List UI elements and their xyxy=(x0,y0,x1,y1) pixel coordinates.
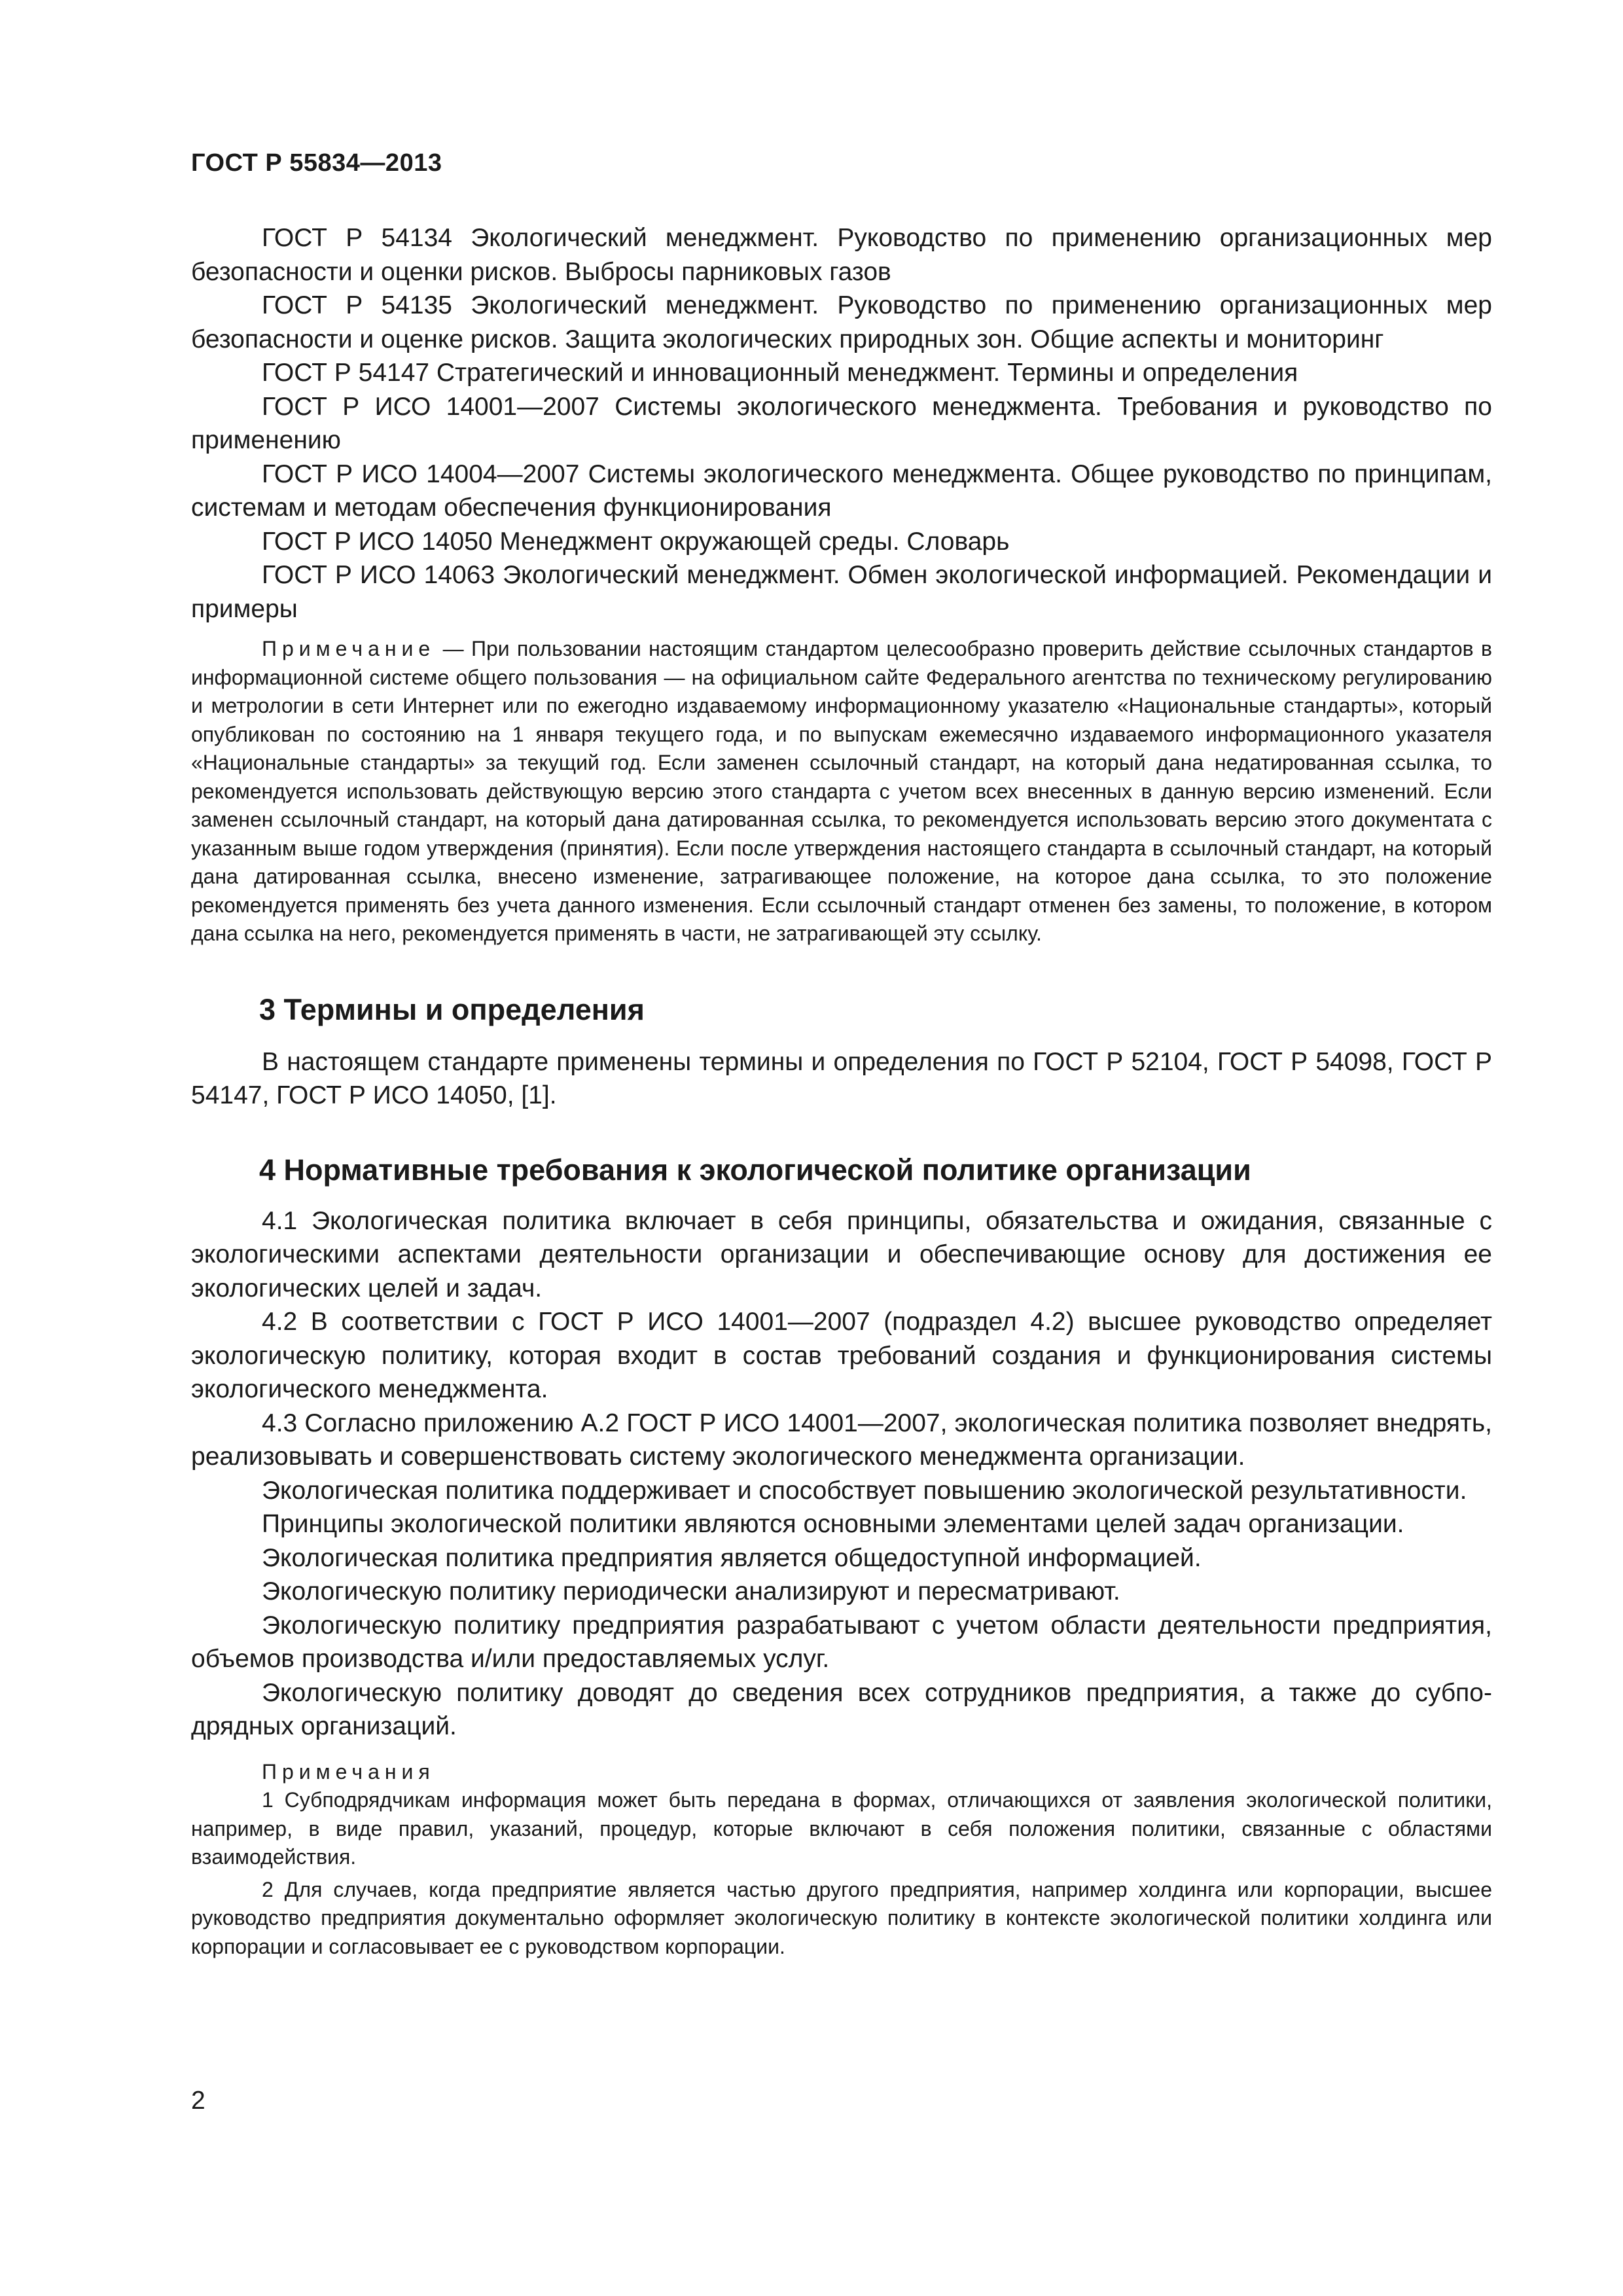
section-3-title: 3 Термины и определения xyxy=(259,992,645,1026)
section-4-paragraph: Принципы экологической политики являются основными элементами целей задач организации. xyxy=(262,1510,1404,1538)
section-4-paragraph: Экологическая политика предприятия является общедоступной информацией. xyxy=(262,1543,1202,1572)
reference-note xyxy=(191,635,1492,948)
note-text: — При пользовании настоящим стандартом целесообразно проверить действие ссылочных стандартов в информационной системе общего пользования — на официальном сайте Федерального агентства по техническому регулированию и метрологии в сети Интернет или по ежегодно издаваемому информационному указателю «Национальные стандарты», который опубликован по состоянию на 1 января текущего года, и по выпускам ежемесячно издаваемого информационного указателя «Национальные стандарты» за текущий год. Если заменен ссылочный стандарт, на который дана недатированная ссылка, то рекомендуется использовать действующую версию этого стандарта с учетом всех внесенных в данную версию изменений. Если заменен ссылочный стандарт, на который дана датированная ссылка, то рекомендуется использовать версию этого документата с указанным выше годом утверждения (принятия). Если после утверждения настоящего стандарта в ссылочный стандарт, на который дана датированная ссылка, внесено изменение, затрагивающее положение, на которое дана ссылка, то это положение рекомендуется применять без учета данного изменения. Если ссылочный стандарт отменен без замены, то положение, в котором дана ссылка на него, рекомендуется применять в части, не затрагивающей эту ссылку. xyxy=(191,637,1492,945)
page-content xyxy=(191,221,1492,1961)
reference-item: ГОСТ Р ИСО 14004—2007 Системы экологического менеджмента. Общее руководство по принципам, системам и методам обеспечения функционирования xyxy=(191,459,1492,522)
reference-item: ГОСТ Р ИСО 14063 Экологический менеджмент. Обмен экологической информацией. Рекомендации и примеры xyxy=(191,561,1492,623)
reference-item: ГОСТ Р ИСО 14001—2007 Системы экологического менеджмента. Требования и руководство по применению xyxy=(191,392,1492,454)
reference-item: ГОСТ Р 54135 Экологический менеджмент. Руководство по применению организационных мер безопасности и оценке рисков. Защита экологических природных зон. Общие аспекты и мониторинг xyxy=(191,291,1492,353)
notes-label: Примечания xyxy=(262,1759,435,1784)
section-4-paragraph: Экологическую политику предприятия разрабатывают с учетом области деятельности предприятия, объемов производства и/или предоставляемых услуг. xyxy=(191,1611,1492,1673)
section-4-paragraph: Экологическую политику периодически анализируют и пересматривают. xyxy=(262,1577,1120,1605)
section-4-paragraph: Экологическая политика поддерживает и способствует повышению экологической результативности. xyxy=(262,1476,1467,1505)
note-label: Примечание xyxy=(262,637,436,660)
note-item: 1 Субподрядчикам информация может быть передана в формах, отличающихся от заявления экологической политики, например, в виде правил, указаний, процедур, которые включают в себя положения политики, связанные с областями взаимодействия. xyxy=(191,1788,1492,1869)
notes-title xyxy=(191,1758,1492,1787)
section-4-paragraph: 4.3 Согласно приложению А.2 ГОСТ Р ИСО 14001—2007, экологическая политика позволяет внедрять, реализовывать и совершенствовать систему экологического менеджмента организации. xyxy=(191,1408,1492,1471)
section-4-paragraph: Экологическую политику доводят до сведения всех сотрудников предприятия, а также до субподрядных организаций. xyxy=(191,1678,1492,1740)
document-code-header: ГОСТ Р 55834—2013 xyxy=(191,149,442,177)
section-4-paragraph: 4.2 В соответствии с ГОСТ Р ИСО 14001—2007 (подраздел 4.2) высшее руководство определяет экологическую политику, которая входит в состав требований создания и функционирования системы экологического менеджмента. xyxy=(191,1308,1492,1403)
section-4-paragraph: 4.1 Экологическая политика включает в себя принципы, обязательства и ожидания, связанные с экологическими аспектами деятельности организации и обеспечивающие основу для достижения ее экологических целей и задач. xyxy=(191,1206,1492,1302)
section-3-text: В настоящем стандарте применены термины и определения по ГОСТ Р 52104, ГОСТ Р 54098, ГОСТ Р 54147, ГОСТ Р ИСО 14050, [1]. xyxy=(191,1047,1492,1109)
page-number: 2 xyxy=(191,2087,205,2115)
section-4-title: 4 Нормативные требования к экологической политике организации xyxy=(259,1153,1251,1187)
reference-item: ГОСТ Р ИСО 14050 Менеджмент окружающей среды. Словарь xyxy=(262,527,1010,556)
reference-item: ГОСТ Р 54134 Экологический менеджмент. Руководство по применению организационных мер безопасности и оценки рисков. Выбросы парниковых газов xyxy=(191,224,1492,286)
reference-item: ГОСТ Р 54147 Стратегический и инновационный менеджмент. Термины и определения xyxy=(262,359,1298,387)
note-item: 2 Для случаев, когда предприятие является частью другого предприятия, например холдинга или корпорации, высшее руководство предприятия документально оформляет экологическую политику в контексте экологической политики холдинга или корпорации и согласовывает ее с руководством корпорации. xyxy=(191,1877,1492,1958)
